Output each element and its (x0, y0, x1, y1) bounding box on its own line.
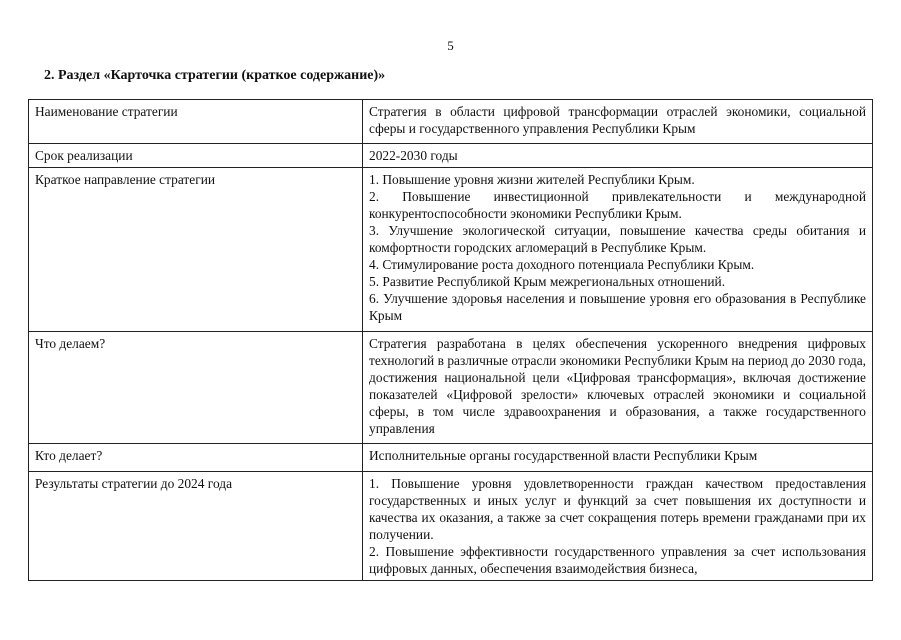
row-label: Кто делает? (29, 444, 363, 472)
list-item: 2. Повышение инвестиционной привлекательности и международной конкурентоспособности экономики Республики Крым. (369, 189, 866, 221)
table-row (29, 100, 873, 144)
list-item: 5. Развитие Республикой Крым межрегиональных отношений. (369, 274, 726, 289)
row-label: Срок реализации (29, 144, 363, 168)
strategy-card-table (28, 99, 873, 581)
table-row (29, 332, 873, 444)
list-item: 6. Улучшение здоровья населения и повышение уровня его образования в Республике Крым (369, 291, 866, 323)
list-item: 4. Стимулирование роста доходного потенциала Республики Крым. (369, 257, 755, 272)
row-value: Стратегия разработана в целях обеспечения ускоренного внедрения цифровых технологий в различные отрасли экономики Республики Крым на период до 2030 года, достижения национальной цели «Цифровая трансформация», включая достижение показателей «Цифровой зрелости» ключевых отраслей экономики и социальной сферы, в том числе здравоохранения и образования, а также государственного управления (363, 332, 873, 444)
table-row (29, 144, 873, 168)
list-item: 3. Улучшение экологической ситуации, повышение качества среды обитания и комфортности городских агломераций в Республике Крым. (369, 223, 866, 255)
row-label: Наименование стратегии (29, 100, 363, 144)
row-value: Исполнительные органы государственной власти Республики Крым (363, 444, 873, 472)
row-value: 2022-2030 годы (363, 144, 873, 168)
page-number: 5 (447, 38, 454, 53)
list-item: 1. Повышение уровня удовлетворенности граждан качеством предоставления государственных и иных услуг и функций за счет повышения их доступности и качества их оказания, а также за счет сокращения потерь времени гражданами при их получении. (369, 476, 866, 542)
table-row (29, 444, 873, 472)
row-value (363, 168, 873, 332)
row-value: Стратегия в области цифровой трансформации отраслей экономики, социальной сферы и государственного управления Республики Крым (363, 100, 873, 144)
list-item: 2. Повышение эффективности государственного управления за счет использования цифровых данных, обеспечения взаимодействия бизнеса, (369, 544, 866, 576)
table-row (29, 168, 873, 332)
row-label: Что делаем? (29, 332, 363, 444)
table-row (29, 472, 873, 581)
section-title: 2. Раздел «Карточка стратегии (краткое содержание)» (44, 68, 386, 83)
row-label: Результаты стратегии до 2024 года (29, 472, 363, 581)
row-value (363, 472, 873, 581)
row-label: Краткое направление стратегии (29, 168, 363, 332)
list-item: 1. Повышение уровня жизни жителей Республики Крым. (369, 172, 695, 187)
